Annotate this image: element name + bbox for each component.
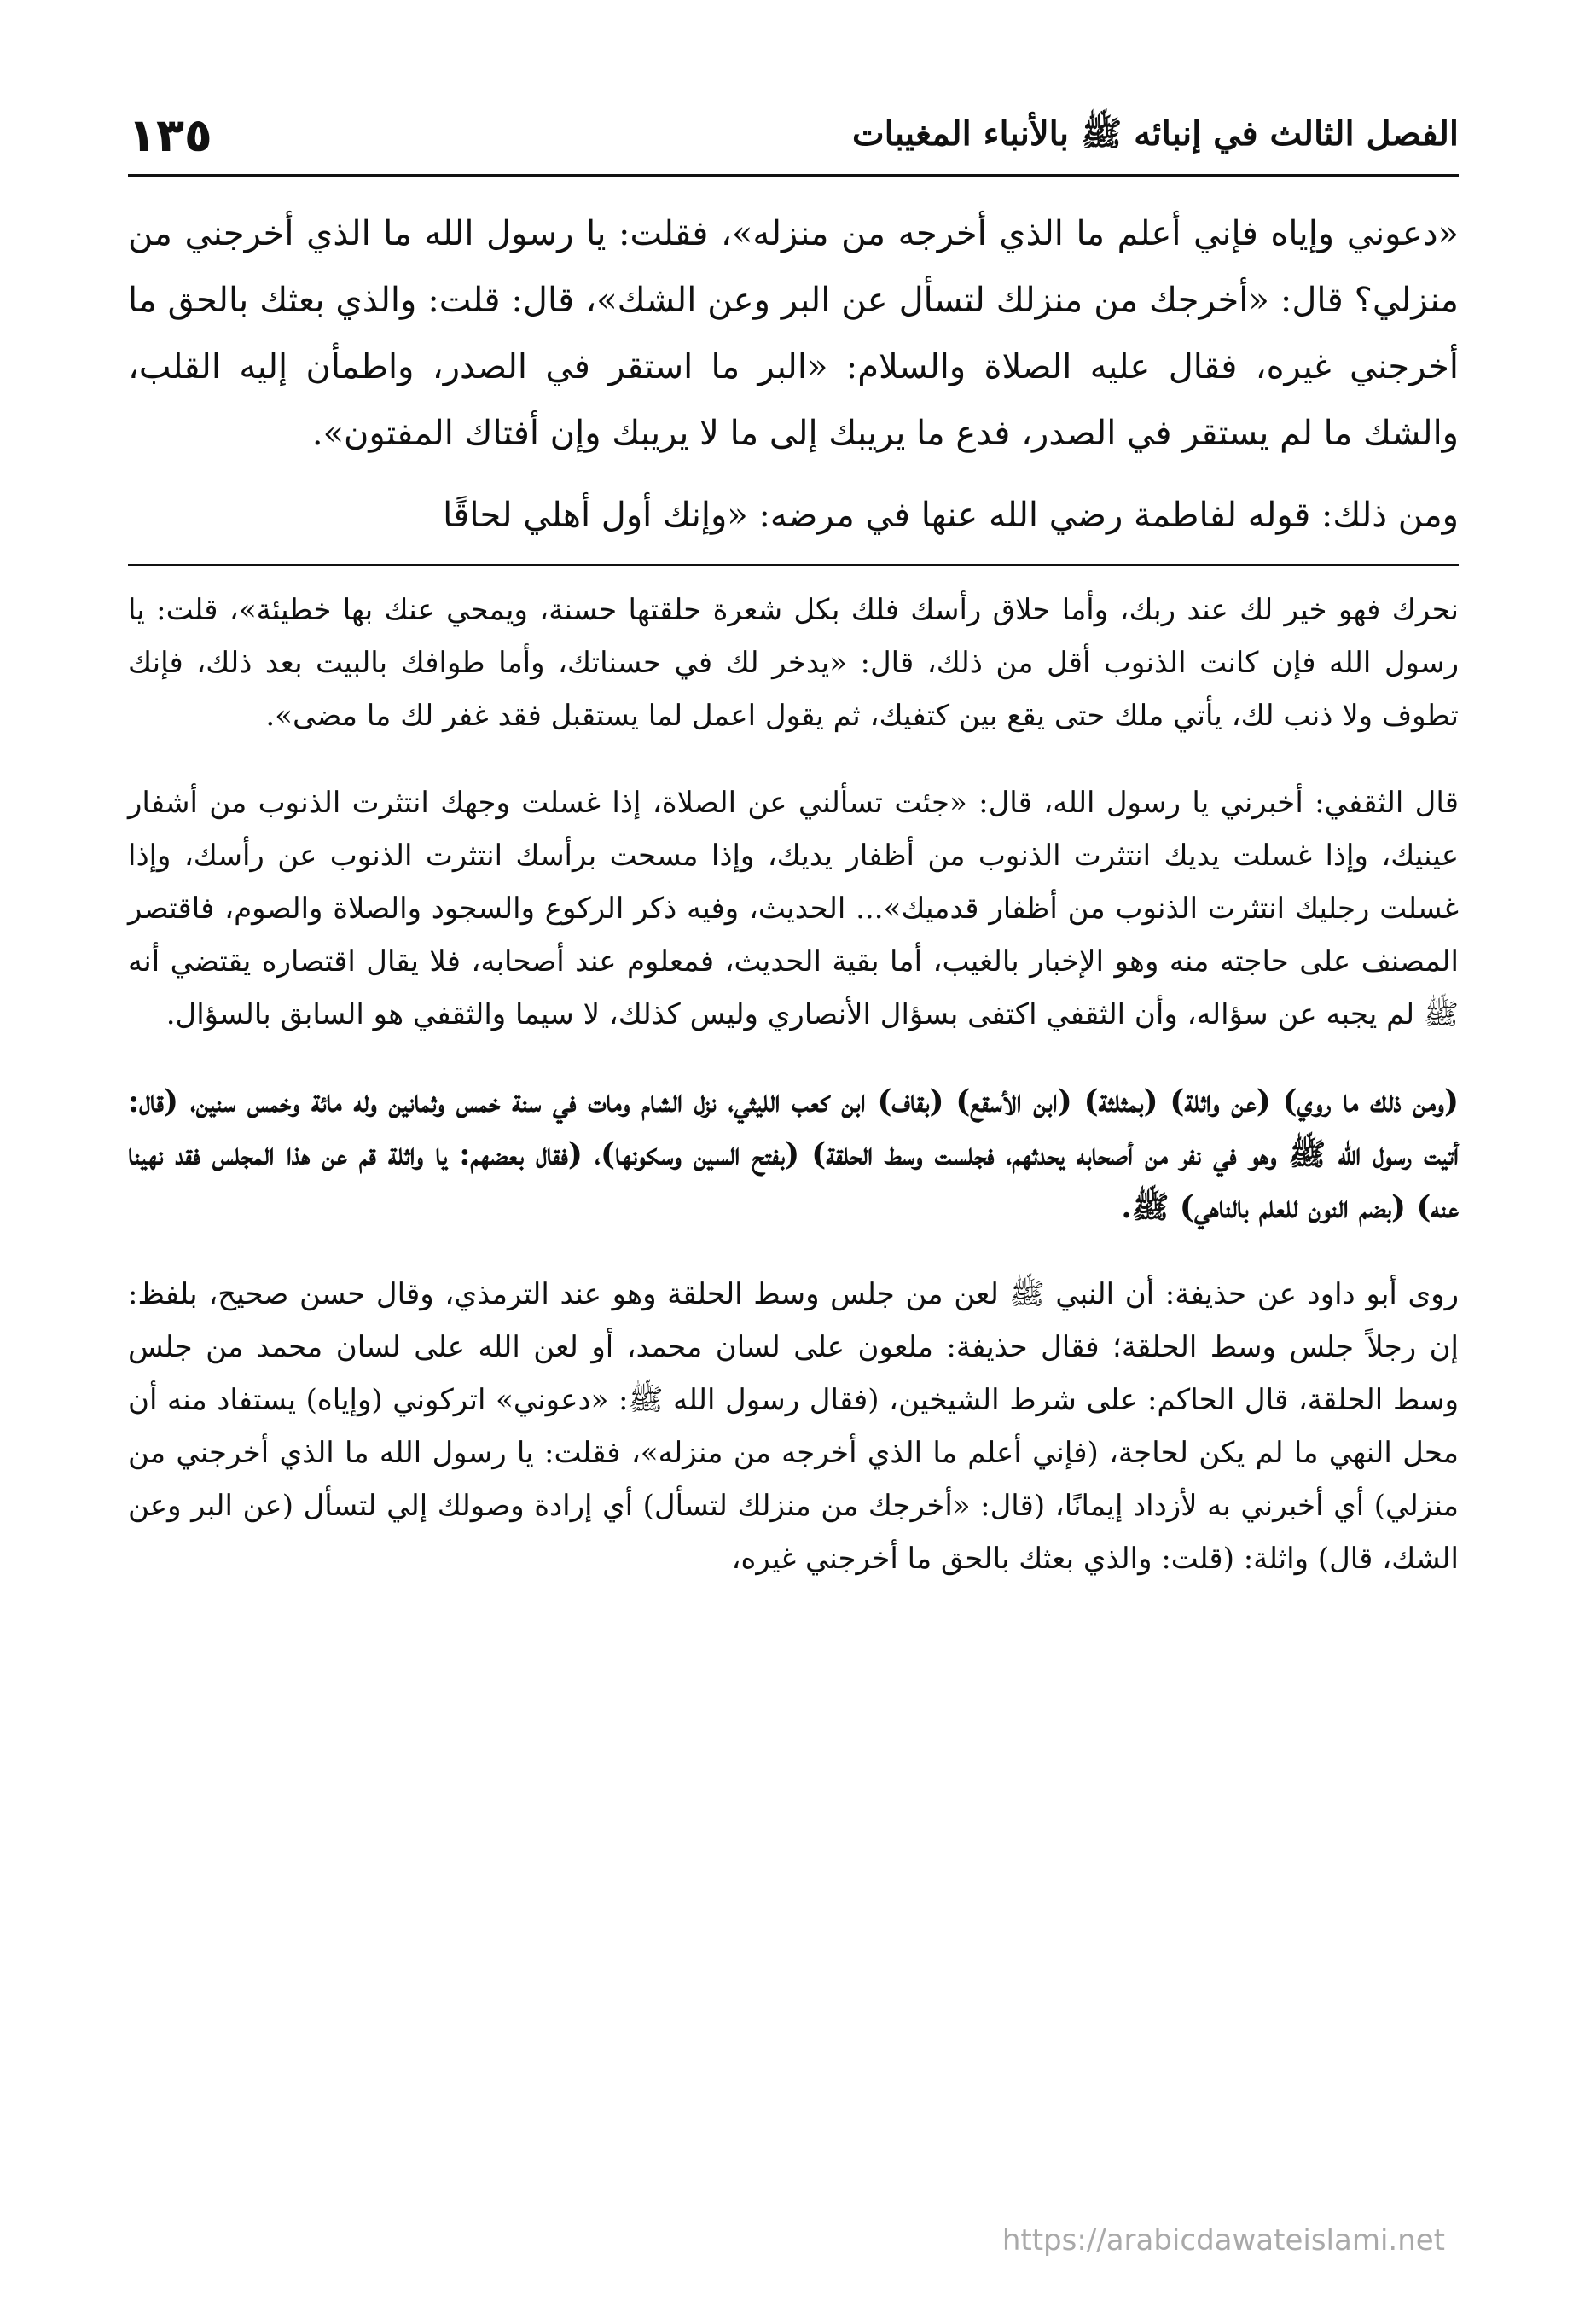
main-paragraph-1: «دعوني وإياه فإني أعلم ما الذي أخرجه من منزله»، فقلت: يا رسول الله ما الذي أخرجني من منزلي؟ قال: «أخرجك من منزلك لتسأل عن البر وعن الشك»، قال: قلت: والذي بعثك بالحق ما أخرجني غيره، فقال عليه الصلاة والسلام: «البر ما استقر في الصدر، واطمأن إليه القلب، والشك ما لم يستقر في الصدر، فدع ما يريبك إلى ما لا يريبك وإن أفتاك المفتون». xyxy=(128,214,1460,453)
main-text xyxy=(128,200,1459,549)
commentary-paragraph-4: روى أبو داود عن حذيفة: أن النبي ﷺ لعن من جلس وسط الحلقة وهو عند الترمذي، وقال حسن صحيح، بلفظ: إن رجلاً جلس وسط الحلقة؛ فقال حذيفة: ملعون على لسان محمد، أو لعن الله على لسان محمد من جلس وسط الحلقة، قال الحاكم: على شرط الشيخين، (فقال رسول الله ﷺ: «دعوني» اتركوني (وإياه) يستفاد منه أن محل النهي ما لم يكن لحاجة، (فإني أعلم ما الذي أخرجه من منزله»، فقلت: يا رسول الله ما الذي أخرجني من منزلي) أي أخبرني به لأزداد إيمانًا، (قال: «أخرجك من منزلك لتسأل) أي إرادة وصولك إلي لتسأل (عن البر وعن الشك، قال) واثلة: (قلت: والذي بعثك بالحق ما أخرجني غيره، xyxy=(128,1277,1459,1576)
commentary-divider xyxy=(128,564,1459,566)
book-page xyxy=(128,68,1459,2269)
page-number: ١٣٥ xyxy=(128,108,212,162)
running-title: الفصل الثالث في إنبائه ﷺ بالأنباء المغيبات xyxy=(852,113,1459,154)
commentary-text xyxy=(128,584,1459,1585)
watermark-url: https://arabicdawateislami.net xyxy=(1001,2223,1445,2257)
commentary-paragraph-3: (ومن ذلك ما روي) (عن واثلة) (بمثلثة) (ابن الأسقع) (بقاف) ابن كعب الليثي، نزل الشام ومات في سنة خمس وثمانين وله مائة وخمس سنين، (قال: أتيت رسول الله ﷺ وهو في نفر من أصحابه يحدثهم، فجلست وسط الحلقة) (بفتح السين وسكونها)، (فقال بعضهم: يا واثلة قم عن هذا المجلس فقد نهينا عنه) (بضم النون للعلم بالناهي) ﷺ. xyxy=(128,1084,1459,1225)
commentary-paragraph-2: قال الثقفي: أخبرني يا رسول الله، قال: «جئت تسألني عن الصلاة، إذا غسلت وجهك انتثرت الذنوب من أشفار عينيك، وإذا غسلت يديك انتثرت الذنوب من أظفار يديك، وإذا مسحت برأسك انتثرت الذنوب عن رأسك، وإذا غسلت رجليك انتثرت الذنوب من أظفار قدميك»... الحديث، وفيه ذكر الركوع والسجود والصلاة والصوم، فاقتصر المصنف على حاجته منه وهو الإخبار بالغيب، أما بقية الحديث، فمعلوم عند أصحابه، فلا يقال اقتصاره يقتضي أنه ﷺ لم يجبه عن سؤاله، وأن الثقفي اكتفى بسؤال الأنصاري وليس كذلك، لا سيما والثقفي هو السابق بالسؤال. xyxy=(128,786,1459,1031)
page-header xyxy=(128,68,1459,177)
main-paragraph-2: ومن ذلك: قوله لفاطمة رضي الله عنها في مرضه: «وإنك أول أهلي لحاقًا xyxy=(443,496,1459,535)
commentary-paragraph-1: نحرك فهو خير لك عند ربك، وأما حلاق رأسك فلك بكل شعرة حلقتها حسنة، ويمحي عنك بها خطيئة»، قلت: يا رسول الله فإن كانت الذنوب أقل من ذلك، قال: «يدخر لك في حسناتك، وأما طوافك بالبيت بعد ذلك، فإنك تطوف ولا ذنب لك، يأتي ملك حتى يقع بين كتفيك، ثم يقول اعمل لما يستقبل فقد غفر لك ما مضى». xyxy=(128,593,1459,733)
